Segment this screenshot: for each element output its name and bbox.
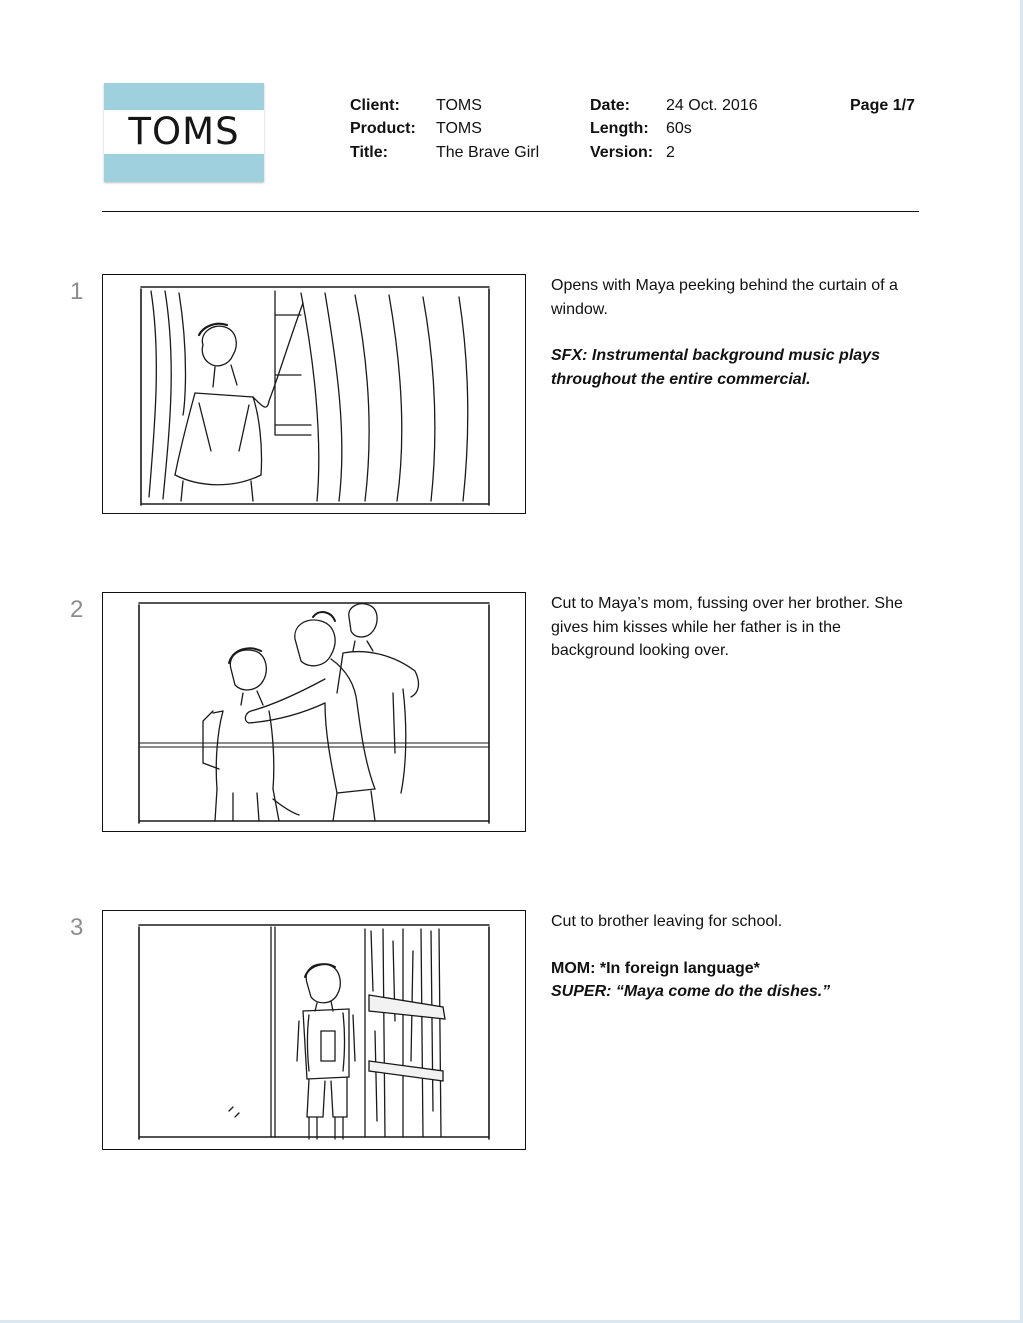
description-line: Opens with Maya peeking behind the curtain of a window. [551, 277, 898, 318]
version-value: 2 [666, 144, 675, 161]
description-line: Cut to brother leaving for school. [551, 913, 783, 930]
toms-logo [104, 83, 264, 182]
date-label: Date: [590, 97, 631, 114]
product-value: TOMS [436, 120, 482, 137]
client-value: TOMS [436, 97, 482, 114]
client-label: Client: [350, 97, 400, 114]
title-value: The Brave Girl [436, 144, 540, 161]
mom-line: MOM: *In foreign language* [551, 959, 760, 977]
frame-3-description [551, 910, 921, 1004]
title-label: Title: [350, 144, 388, 161]
brother-leaving-school-sketch [103, 911, 527, 1151]
version-label: Version: [590, 144, 654, 161]
storyboard-frame-1[interactable] [102, 274, 526, 514]
date-value: 24 Oct. 2016 [666, 97, 758, 114]
frame-2-description [551, 592, 921, 663]
mom-fussing-brother-sketch [103, 593, 527, 833]
page-number: Page 1/7 [850, 97, 915, 114]
length-value: 60s [666, 120, 692, 137]
logo-text: TOMS [104, 110, 264, 154]
frame-number: 1 [70, 278, 84, 305]
frame-number: 2 [70, 596, 84, 623]
sfx-line: SFX: Instrumental background music plays throughout the entire commercial. [551, 347, 880, 388]
storyboard-frame-3[interactable] [102, 910, 526, 1150]
storyboard-frame-2[interactable] [102, 592, 526, 832]
product-label: Product: [350, 120, 416, 137]
frame-number: 3 [70, 914, 84, 941]
maya-peeking-curtain-sketch [103, 275, 527, 515]
frame-1-description [551, 274, 921, 391]
description-line: Cut to Maya’s mom, fussing over her brother. She gives him kisses while her father is in the background looking over. [551, 595, 903, 659]
length-label: Length: [590, 120, 649, 137]
header-divider [102, 211, 919, 212]
super-line: SUPER: “Maya come do the dishes.” [551, 983, 831, 1000]
